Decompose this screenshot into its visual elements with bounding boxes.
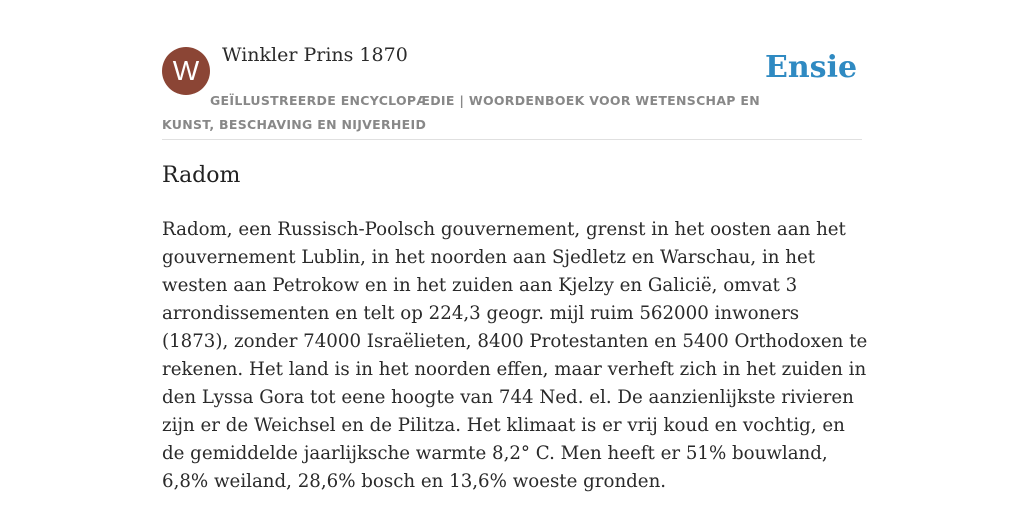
header-divider — [162, 139, 862, 140]
article-body: Radom, een Russisch-Poolsch gouvernement, grenst in het oosten aan het gouvernement Lublin, in het noorden aan Sjedletz en Warschau, in het westen aan Petrokow en in het zuiden aan Kjelzy en Galicië, omvat 3 arrondissementen en telt op 224,3 geogr. mijl ruim 562000 inwoners (1873), zonder 74000 Israëlieten, 8400 Protestanten en 5400 Orthodoxen te rekenen. Het land is in het noorden effen, maar verheft zich in het zuiden in den Lyssa Gora tot eene hoogte van 744 Ned. el. De aanzienlijkste rivieren zijn er de Weichsel en de Pilitza. Het klimaat is er vrij koud en vochtig, en de gemiddelde jaarlijksche warmte 8,2° C. Men heeft er 51% bouwland, 6,8% weiland, 28,6% bosch en 13,6% woeste gronden. — [162, 219, 868, 492]
source-title[interactable]: Winkler Prins 1870 — [222, 44, 408, 66]
article-title: Radom — [162, 163, 241, 188]
source-avatar[interactable]: W — [162, 47, 210, 95]
source-subtitle: GEÏLLUSTREERDE ENCYCLOPÆDIE | WOORDENBOEK VOOR WETENSCHAP EN KUNST, BESCHAVING EN NIJVERHEID — [162, 93, 760, 132]
brand-logo[interactable]: Ensie — [765, 50, 858, 85]
